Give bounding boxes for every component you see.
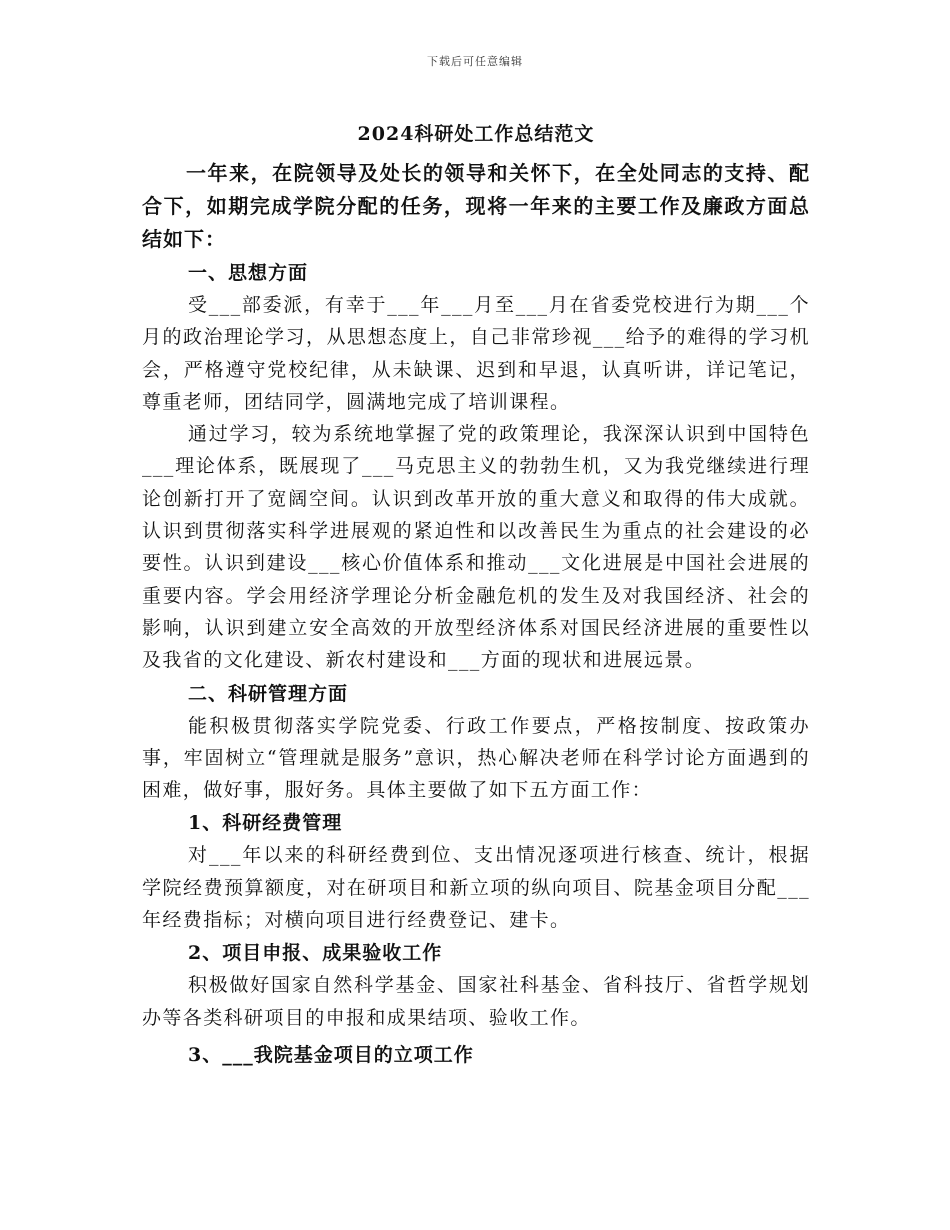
section-heading-thought: 一、思想方面 xyxy=(188,262,309,284)
subsection-heading-fund-projects: 3、___我院基金项目的立项工作 xyxy=(188,1043,474,1066)
document-body xyxy=(142,120,810,1071)
section-heading-research-management: 二、科研管理方面 xyxy=(188,682,349,705)
paragraph-funding: 对___年以来的科研经费到位、支出情况逐项进行核查、统计，根据学院经费预算额度，对在研项目和新立项的纵向项目、院基金项目分配___年经费指标；对横向项目进行经费登记、建卡。 xyxy=(142,844,810,932)
intro-paragraph: 一年来，在院领导及处长的领导和关怀下，在全处同志的支持、配合下，如期完成学院分配的任务，现将一年来的主要工作及廉政方面总结如下： xyxy=(142,161,810,251)
paragraph-project-application: 积极做好国家自然科学基金、国家社科基金、省科技厅、省哲学规划办等各类科研项目的申报和成果结项、验收工作。 xyxy=(142,974,810,1029)
paragraph-research-management: 能积极贯彻落实学院党委、行政工作要点，严格按制度、按政策办事，牢固树立“管理就是服务”意识，热心解决老师在科学讨论方面遇到的困难，做好事，服好务。具体主要做了如下五方面工作： xyxy=(142,714,810,802)
subsection-heading-funding: 1、科研经费管理 xyxy=(188,812,343,835)
paragraph-thought-1: 受___部委派，有幸于___年___月至___月在省委党校进行为期___个月的政治理论学习，从思想态度上，自己非常珍视___给予的难得的学习机会，严格遵守党校纪律，从未缺课、迟到和早退，认真听讲，详记笔记，尊重老师，团结同学，圆满地完成了培训课程。 xyxy=(142,294,810,413)
document-title: 2024科研处工作总结范文 xyxy=(357,123,595,145)
page-header-note: 下载后可任意编辑 xyxy=(427,55,523,68)
paragraph-thought-2: 通过学习，较为系统地掌握了党的政策理论，我深深认识到中国特色___理论体系，既展现了___马克思主义的勃勃生机，又为我党继续进行理论创新打开了宽阔空间。认识到改革开放的重大意义和取得的伟大成就。认识到贯彻落实科学进展观的紧迫性和以改善民生为重点的社会建设的必要性。认识到建设___核心价值体系和推动___文化进展是中国社会进展的重要内容。学会用经济学理论分析金融危机的发生及对我国经济、社会的影响，认识到建立安全高效的开放型经济体系对国民经济进展的重要性以及我省的文化建设、新农村建设和___方面的现状和进展远景。 xyxy=(142,423,810,672)
subsection-heading-project-application: 2、项目申报、成果验收工作 xyxy=(188,942,443,965)
